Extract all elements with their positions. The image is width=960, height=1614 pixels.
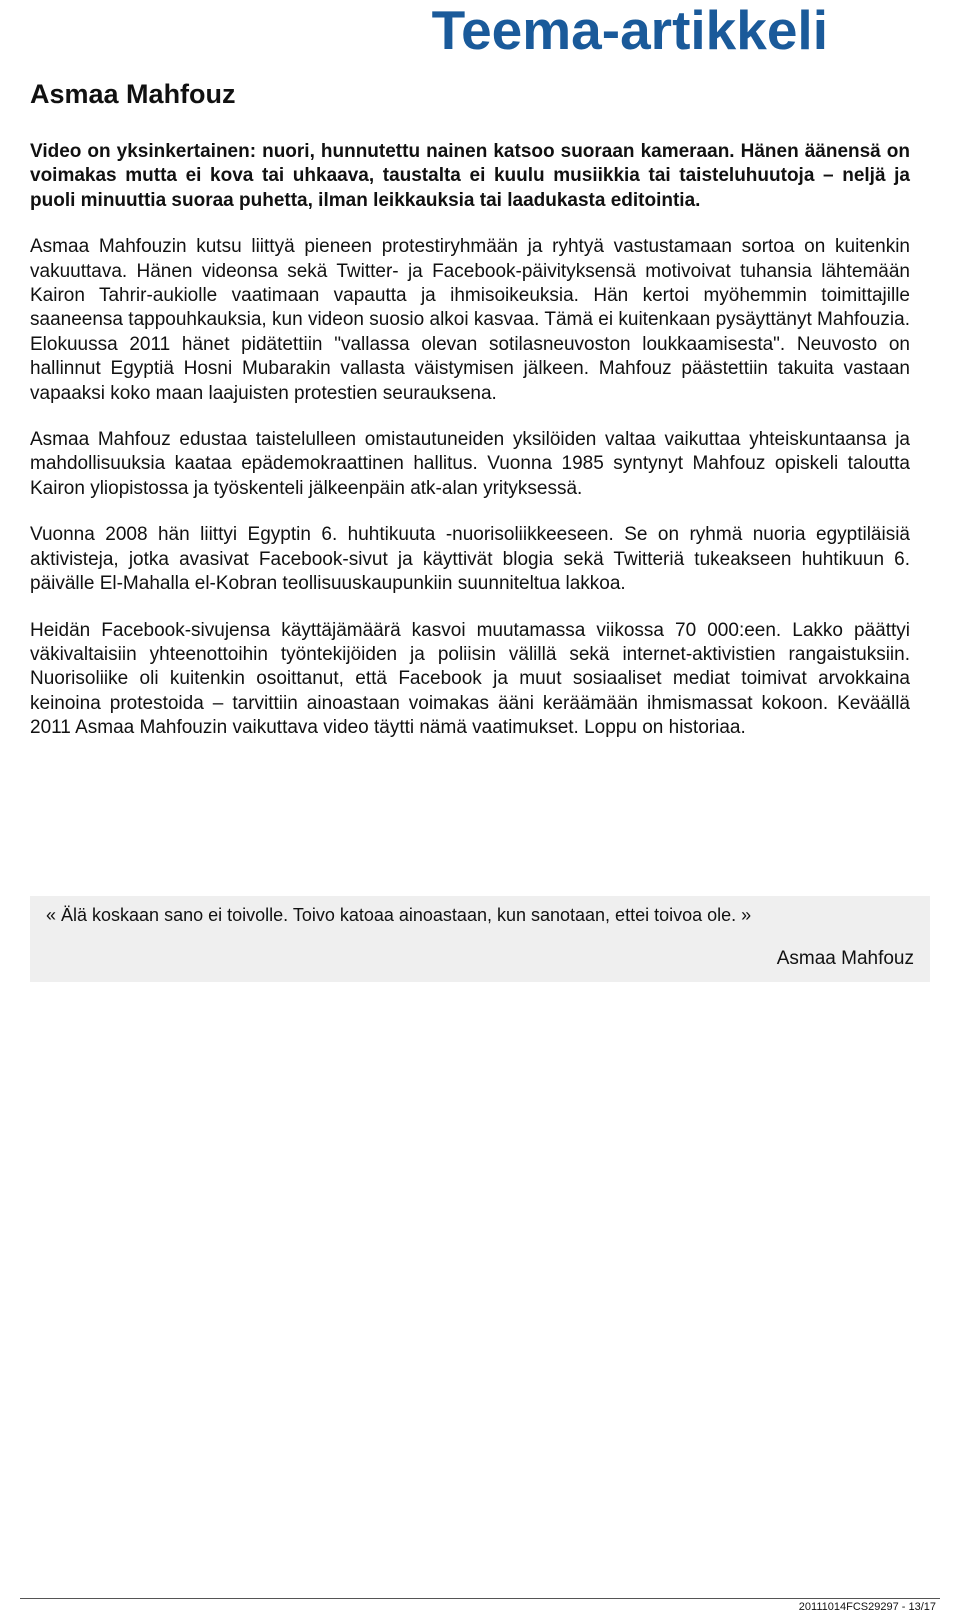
lead-paragraph: Video on yksinkertainen: nuori, hunnutettu nainen katsoo suoraan kameraan. Hänen äänensä on voimakas mutta ei kova tai uhkaava, taustalta ei kuulu musiikkia tai taisteluhuutoja – neljä ja puoli minuuttia suoraa puhetta, ilman leikkauksia tai laadukasta editointia. [30, 141, 910, 211]
body-paragraph-1: Asmaa Mahfouzin kutsu liittyä pieneen protestiryhmään ja ryhtyä vastustamaan sortoa on kuitenkin vakuuttava. Hänen videonsa sekä Twitter- ja Facebook-päivityksensä motivoivat tuhansia lähtemään Kairon Tahrir-aukiolle vaatimaan vapautta ja ihmisoikeuksia. Hän kertoi myöhemmin toimittajille saaneensa tappouhkauksia, kun videon suosio alkoi kasvaa. Tämä ei kuitenkaan pysäyttänyt Mahfouzia. Elokuussa 2011 hänet pidätettiin "vallassa olevan sotilasneuvoston loukkaamisesta". Neuvosto on hallinnut Egyptiä Hosni Mubarakin vallasta väistymisen jälkeen. Mahfouz päästettiin takuita vastaan vapaaksi koko maan laajuisten protestien seurauksena. [30, 236, 910, 404]
quote-text: « Älä koskaan sano ei toivolle. Toivo katoaa ainoastaan, kun sanotaan, ettei toivoa ole. » [46, 905, 752, 925]
document-reference: 20111014FCS29297 - 13/17 [798, 1601, 936, 1613]
body-paragraph-4: Heidän Facebook-sivujensa käyttäjämäärä kasvoi muutamassa viikossa 70 000:een. Lakko päättyi väkivaltaisiin yhteenottoihin työntekijöiden ja poliisin välillä sekä internet-aktivistien rangaistuksiin. Nuorisoliike oli kuitenkin osoittanut, että Facebook ja muut sosiaaliset mediat toimivat arvokkaina keinoina protestoida – tarvittiin ainoastaan voimakas ääni keräämään ihmismassat kokoon. Keväällä 2011 Asmaa Mahfouzin vaikuttava video täytti nämä vaatimukset. Loppu on historiaa. [30, 619, 910, 739]
article-title: Asmaa Mahfouz [30, 79, 236, 109]
body-paragraph-3: Vuonna 2008 hän liittyi Egyptin 6. huhtikuuta -nuorisoliikkeeseen. Se on ryhmä nuoria egyptiläisiä aktivisteja, jotka avasivat Facebook-sivut ja käyttivät blogia sekä Twitteriä tukeakseen huhtikuun 6. päivälle El-Mahalla el-Kobran teollisuuskaupunkiin suunniteltua lakkoa. [30, 524, 910, 595]
body-paragraph-2: Asmaa Mahfouz edustaa taistelulleen omistautuneiden yksilöiden valtaa vaikuttaa yhteiskuntaansa ja mahdollisuuksia kaataa epädemokraattinen hallitus. Vuonna 1985 syntynyt Mahfouz opiskeli taloutta Kairon yliopistossa ja työskenteli jälkeenpäin atk-alan yrityksessä. [30, 429, 910, 499]
section-label: Teema-artikkeli [431, 0, 828, 61]
quote-author: Asmaa Mahfouz [776, 948, 914, 969]
pull-quote [30, 896, 930, 982]
footer-divider [20, 1598, 940, 1599]
article-body [30, 140, 910, 741]
